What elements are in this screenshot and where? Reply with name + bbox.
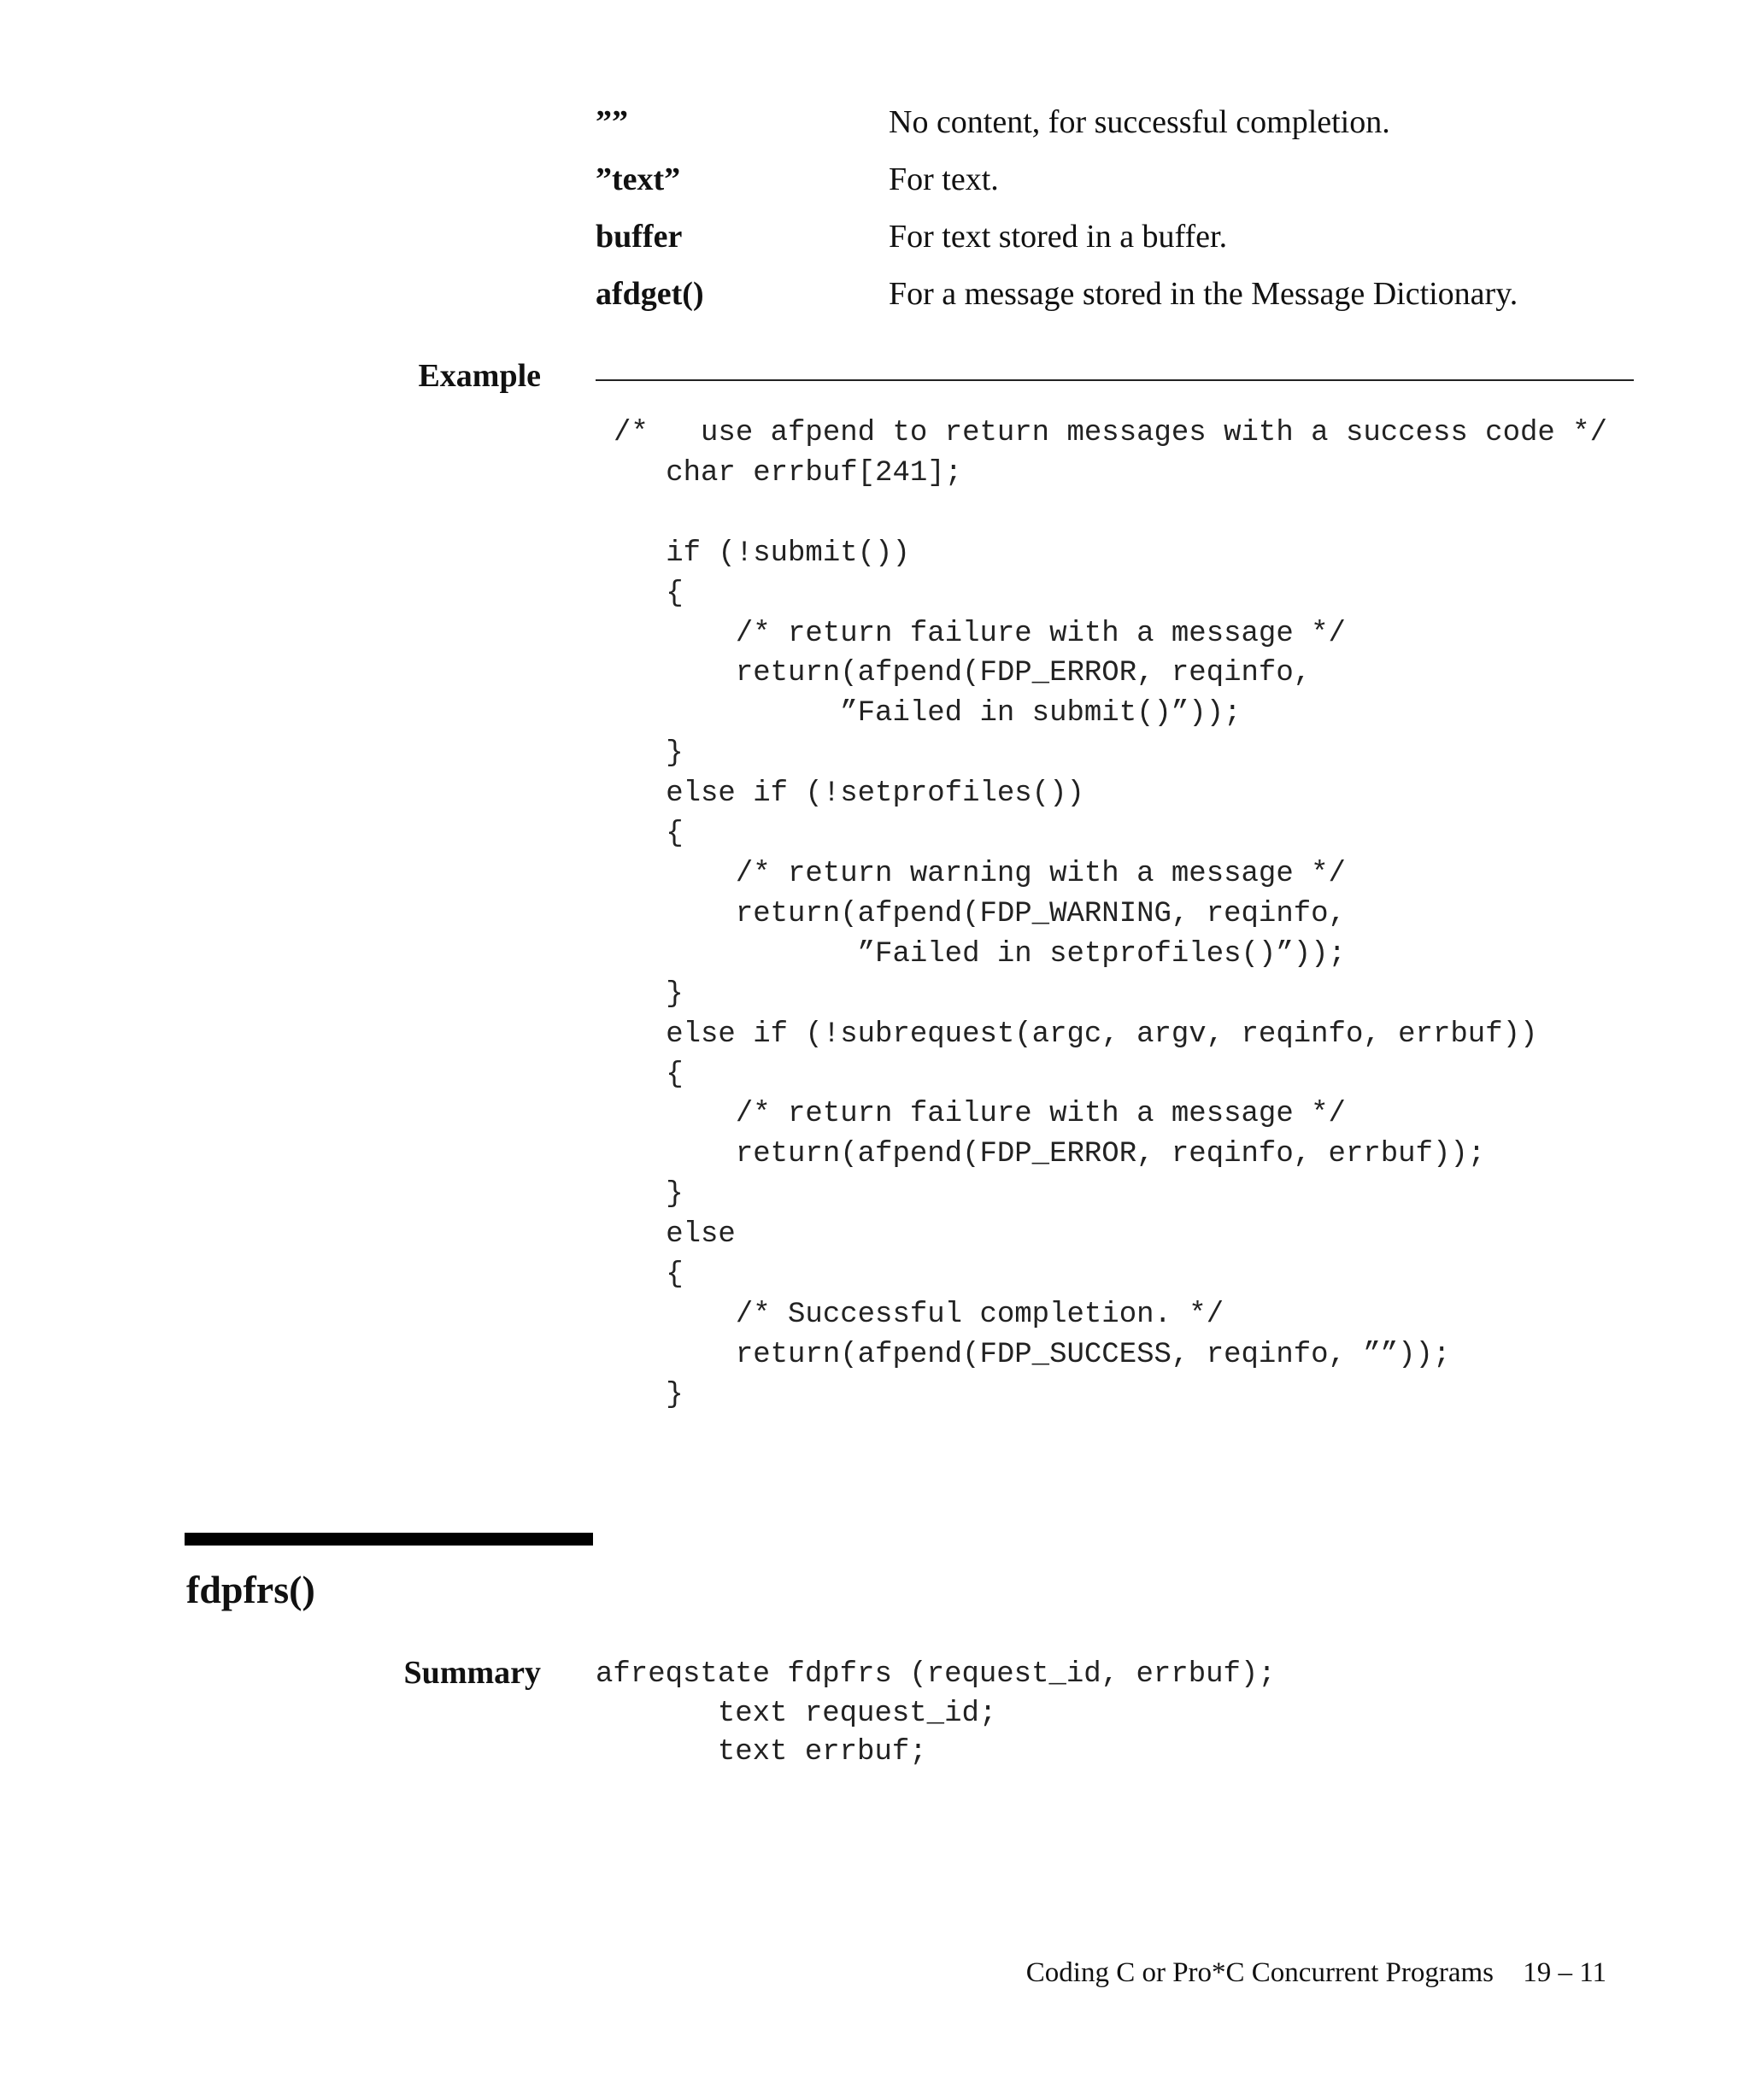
page-number: 19 – 11 (1523, 1957, 1606, 1988)
return-value-definitions (596, 103, 1638, 331)
footer-title: Coding C or Pro*C Concurrent Programs (1025, 1957, 1494, 1988)
definition-row (596, 160, 1638, 217)
definition-description: No content, for successful completion. (889, 104, 1390, 140)
definition-description: For text stored in a buffer. (889, 219, 1228, 255)
definition-row (596, 274, 1638, 331)
summary-heading: Summary (403, 1655, 541, 1691)
definition-term: ”” (596, 104, 628, 140)
section-bar (185, 1533, 593, 1546)
definition-row (596, 103, 1638, 160)
example-heading: Example (418, 358, 541, 394)
definition-description: For a message stored in the Message Dictionary. (889, 276, 1518, 312)
definition-term: ”text” (596, 161, 681, 197)
section-title: fdpfrs() (186, 1568, 315, 1611)
example-divider (596, 379, 1634, 381)
definition-term: afdget() (596, 276, 704, 312)
definition-row (596, 217, 1638, 274)
definition-term: buffer (596, 219, 683, 255)
example-code-block: /* use afpend to return messages with a success code */ char errbuf[241]; if (!submit()) { /* return failure with a message */ return(afpend(FDP_ERROR, reqinfo, ”Failed in submit()”)); } else if (!setprofiles()) { /* return warning with a message */ return(afpend(FDP_WARNING, reqinfo, ”Failed in setprofiles()”)); } else if (!subrequest(argc, argv, reqinfo, errbuf)) { /* return failure with a message */ return(afpend(FDP_ERROR, reqinfo, errbuf)); } else { /* Successful completion. */ return(afpend(FDP_SUCCESS, reqinfo, ””)); } (614, 417, 1607, 1411)
summary-code-block: afreqstate fdpfrs (request_id, errbuf); text request_id; text errbuf; (596, 1658, 1276, 1769)
definition-description: For text. (889, 161, 999, 197)
